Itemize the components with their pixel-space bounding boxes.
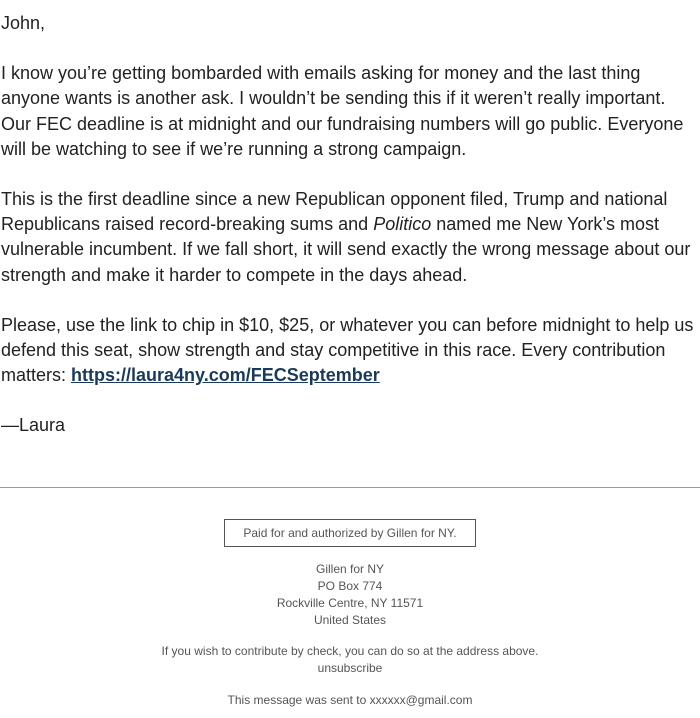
signature: —Laura bbox=[1, 415, 66, 436]
paragraph-2-text-before: This is the first deadline since a new Republican opponent filed, Trump and national Republicans raised record-breaking sums and bbox=[1, 189, 668, 235]
email-body bbox=[1, 11, 699, 464]
address-city: Rockville Centre, NY 11571 bbox=[276, 596, 424, 610]
paragraph-1: I know you’re getting bombarded with emails asking for money and the last thing anyone wants is another ask. I wouldn’t be sending this if it weren’t really important. Our FEC deadline is at midnight and our fundraising numbers will go public. Everyone will be watching to see if we’re running a strong campaign. bbox=[1, 63, 684, 159]
sent-to-notice: This message was sent to xxxxxx@gmail.com bbox=[227, 693, 473, 707]
unsubscribe-link[interactable]: unsubscribe bbox=[317, 661, 383, 675]
paid-for-disclaimer: Paid for and authorized by Gillen for NY. bbox=[224, 519, 475, 547]
paragraph-2 bbox=[1, 187, 699, 288]
check-contribution-note: If you wish to contribute by check, you can do so at the address above. bbox=[161, 644, 539, 658]
footer-notes bbox=[0, 643, 700, 677]
address-name: Gillen for NY bbox=[315, 562, 385, 576]
paragraph-2-text-after: named me New York’s most vulnerable incumbent. If we fall short, it will send exactly the wrong message about our strength and make it harder to compete in the days ahead. bbox=[1, 214, 691, 285]
mailing-address bbox=[0, 561, 700, 629]
address-po-box: PO Box 774 bbox=[317, 579, 383, 593]
address-country: United States bbox=[313, 613, 387, 627]
footer-divider bbox=[0, 487, 700, 488]
paragraph-3 bbox=[1, 313, 699, 389]
donate-link[interactable]: https://laura4ny.com/FECSeptember bbox=[71, 365, 380, 386]
politico-emphasis: Politico bbox=[373, 214, 432, 235]
email-footer bbox=[0, 519, 700, 709]
paragraph-3-text: Please, use the link to chip in $10, $25, or whatever you can before midnight to help us defend this seat, show strength and stay competitive in this race. Every contribution matters: bbox=[1, 314, 694, 386]
salutation: John, bbox=[1, 13, 46, 33]
